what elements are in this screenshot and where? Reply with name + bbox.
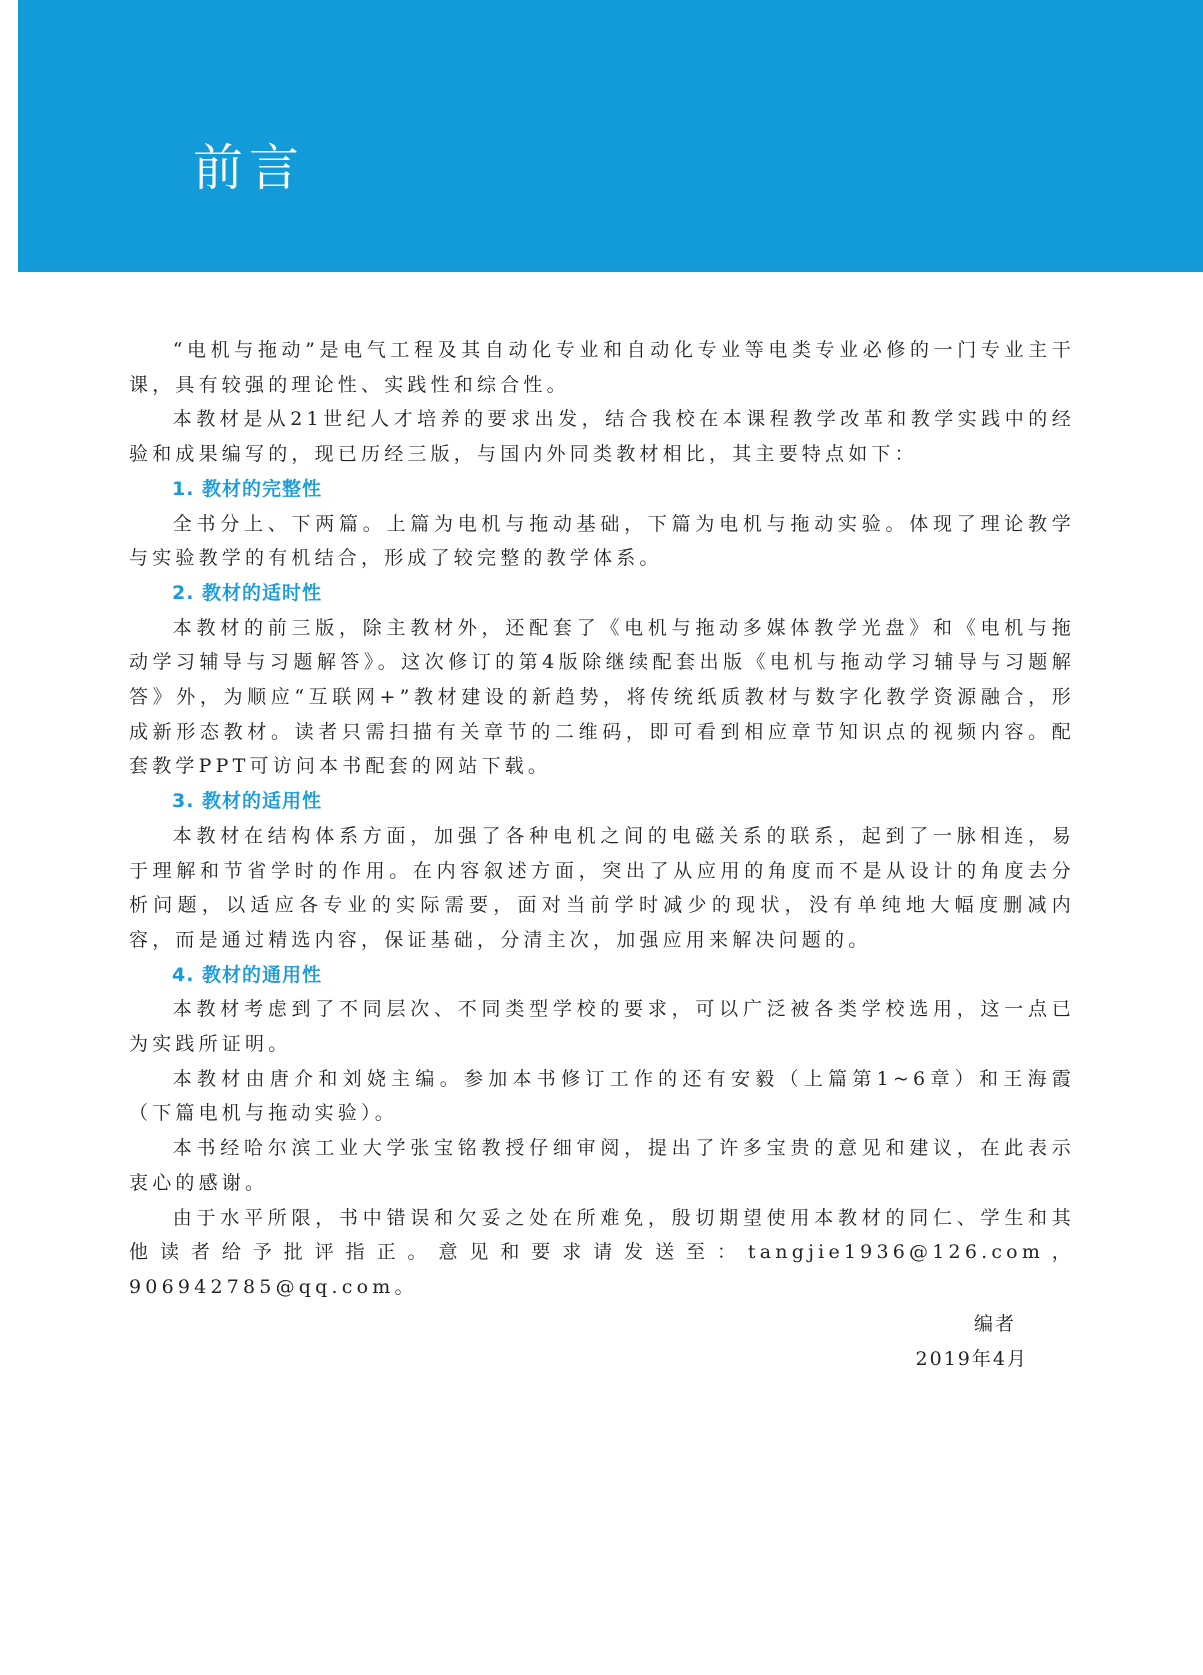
paragraph-universality: 本教材考虑到了不同层次、不同类型学校的要求，可以广泛被各类学校选用，这一点已为实践所证明。	[129, 998, 1075, 1056]
paragraph-timeliness: 本教材的前三版，除主教材外，还配套了《电机与拖动多媒体教学光盘》和《电机与拖动学习辅导与习题解答》。这次修订的第4版除继续配套出版《电机与拖动学习辅导与习题解答》外，为顺应“互联网+”教材建设的新趋势，将传统纸质教材与数字化教学资源融合，形成新形态教材。读者只需扫描有关章节的二维码，即可看到相应章节知识点的视频内容。配套教学PPT可访问本书配套的网站下载。	[129, 616, 1075, 778]
section-heading-universality: 4. 教材的通用性	[172, 963, 323, 986]
paragraph-acknowledgement: 本书经哈尔滨工业大学张宝铭教授仔细审阅，提出了许多宝贵的意见和建议，在此表示衷心的感谢。	[129, 1137, 1075, 1194]
signature-author: 编者	[973, 1313, 1016, 1335]
section-heading-timeliness: 2. 教材的适时性	[172, 581, 323, 604]
section-heading-completeness: 1. 教材的完整性	[172, 477, 323, 500]
section-heading-applicability: 3. 教材的适用性	[172, 790, 323, 813]
header-band	[18, 0, 1203, 272]
signature-date: 2019年4月	[915, 1348, 1028, 1370]
paragraph-intro: “电机与拖动”是电气工程及其自动化专业和自动化专业等电类专业必修的一门专业主干课，具有较强的理论性、实践性和综合性。	[129, 339, 1075, 396]
paragraph-applicability: 本教材在结构体系方面，加强了各种电机之间的电磁关系的联系，起到了一脉相连，易于理解和节省学时的作用。在内容叙述方面，突出了从应用的角度而不是从设计的角度去分析问题，以适应各专业的实际需要，面对当前学时减少的现状，没有单纯地大幅度删减内容，而是通过精选内容，保证基础，分清主次，加强应用来解决问题的。	[129, 824, 1075, 951]
preface-body	[129, 333, 1075, 1305]
paragraph-overview: 本教材是从21世纪人才培养的要求出发，结合我校在本课程教学改革和教学实践中的经验和成果编写的，现已历经三版，与国内外同类教材相比，其主要特点如下：	[129, 408, 1075, 466]
page-title: 前言	[193, 139, 305, 197]
paragraph-feedback: 由于水平所限，书中错误和欠妥之处在所难免，殷切期望使用本教材的同仁、学生和其他读者给予批评指正。意见和要求请发送至：tangjie1936@126.com，906942785@qq.com。	[129, 1206, 1075, 1298]
paragraph-editors: 本教材由唐介和刘娆主编。参加本书修订工作的还有安毅（上篇第1~6章）和王海霞（下篇电机与拖动实验）。	[129, 1067, 1075, 1125]
signature-block	[916, 1307, 1028, 1377]
paragraph-completeness: 全书分上、下两篇。上篇为电机与拖动基础，下篇为电机与拖动实验。体现了理论教学与实验教学的有机结合，形成了较完整的教学体系。	[129, 512, 1075, 570]
